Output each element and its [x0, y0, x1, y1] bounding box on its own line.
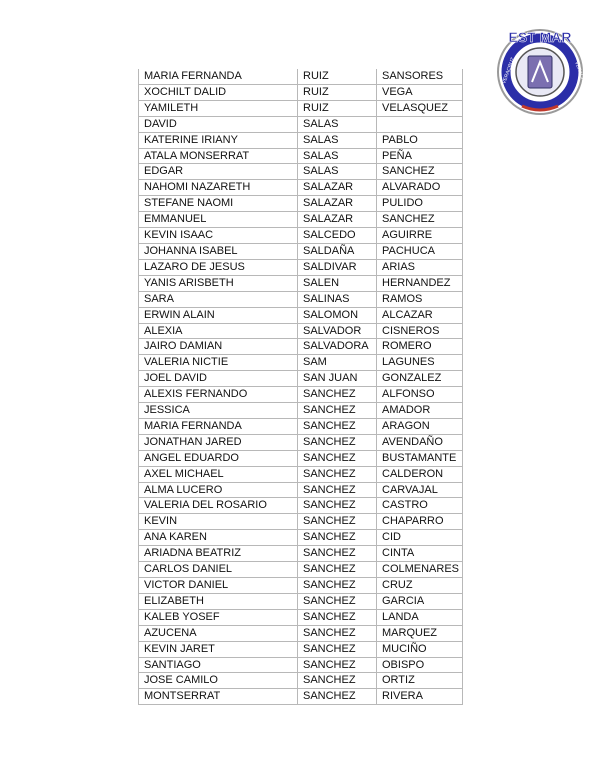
table-row — [139, 148, 463, 164]
paternal-surname-cell: RUIZ — [298, 100, 377, 116]
paternal-surname-cell: SANCHEZ — [298, 546, 377, 562]
table-row — [139, 132, 463, 148]
maternal-surname-cell: SANCHEZ — [377, 164, 463, 180]
paternal-surname-cell: SALAZAR — [298, 180, 377, 196]
paternal-surname-cell: SALEN — [298, 275, 377, 291]
maternal-surname-cell: ALFONSO — [377, 387, 463, 403]
maternal-surname-cell: VEGA — [377, 84, 463, 100]
first-name-cell: YANIS ARISBETH — [139, 275, 298, 291]
maternal-surname-cell: GARCIA — [377, 593, 463, 609]
first-name-cell: KEVIN ISAAC — [139, 228, 298, 244]
first-name-cell: EMMANUEL — [139, 212, 298, 228]
table-row — [139, 434, 463, 450]
table-row — [139, 578, 463, 594]
first-name-cell: ALMA LUCERO — [139, 482, 298, 498]
paternal-surname-cell: SALVADOR — [298, 323, 377, 339]
maternal-surname-cell: SANCHEZ — [377, 212, 463, 228]
first-name-cell: JESSICA — [139, 403, 298, 419]
table-row — [139, 466, 463, 482]
paternal-surname-cell: SANCHEZ — [298, 514, 377, 530]
first-name-cell: NAHOMI NAZARETH — [139, 180, 298, 196]
table-row — [139, 482, 463, 498]
first-name-cell: SARA — [139, 291, 298, 307]
maternal-surname-cell: GONZALEZ — [377, 371, 463, 387]
paternal-surname-cell: SANCHEZ — [298, 673, 377, 689]
table-row — [139, 514, 463, 530]
school-logo — [492, 22, 588, 118]
maternal-surname-cell: COLMENARES — [377, 562, 463, 578]
table-row — [139, 243, 463, 259]
first-name-cell: KALEB YOSEF — [139, 609, 298, 625]
table-row — [139, 196, 463, 212]
paternal-surname-cell: SANCHEZ — [298, 609, 377, 625]
table-row — [139, 275, 463, 291]
maternal-surname-cell: AVENDAÑO — [377, 434, 463, 450]
table-row — [139, 657, 463, 673]
maternal-surname-cell: CISNEROS — [377, 323, 463, 339]
maternal-surname-cell: CHAPARRO — [377, 514, 463, 530]
paternal-surname-cell: SANCHEZ — [298, 450, 377, 466]
table-row — [139, 593, 463, 609]
table-row — [139, 307, 463, 323]
maternal-surname-cell: ROMERO — [377, 339, 463, 355]
table-row — [139, 84, 463, 100]
paternal-surname-cell: SANCHEZ — [298, 466, 377, 482]
paternal-surname-cell: SANCHEZ — [298, 403, 377, 419]
first-name-cell: JOEL DAVID — [139, 371, 298, 387]
table-row — [139, 291, 463, 307]
maternal-surname-cell: ORTIZ — [377, 673, 463, 689]
logo-ring-text-right: VERACRUZ — [573, 60, 588, 89]
first-name-cell: AZUCENA — [139, 625, 298, 641]
first-name-cell: ALEXIA — [139, 323, 298, 339]
maternal-surname-cell: HERNANDEZ — [377, 275, 463, 291]
table-row — [139, 355, 463, 371]
table-row — [139, 259, 463, 275]
paternal-surname-cell: SANCHEZ — [298, 418, 377, 434]
table-row — [139, 625, 463, 641]
table-row — [139, 546, 463, 562]
first-name-cell: EDGAR — [139, 164, 298, 180]
table-row — [139, 530, 463, 546]
table-row — [139, 180, 463, 196]
table-row — [139, 641, 463, 657]
maternal-surname-cell: MUCIÑO — [377, 641, 463, 657]
first-name-cell: VALERIA NICTIE — [139, 355, 298, 371]
paternal-surname-cell: SALAS — [298, 132, 377, 148]
first-name-cell: KEVIN — [139, 514, 298, 530]
maternal-surname-cell: PACHUCA — [377, 243, 463, 259]
table-row — [139, 164, 463, 180]
paternal-surname-cell: SANCHEZ — [298, 498, 377, 514]
maternal-surname-cell: PULIDO — [377, 196, 463, 212]
paternal-surname-cell: SALAZAR — [298, 212, 377, 228]
maternal-surname-cell: AGUIRRE — [377, 228, 463, 244]
first-name-cell: VALERIA DEL ROSARIO — [139, 498, 298, 514]
maternal-surname-cell: CID — [377, 530, 463, 546]
first-name-cell: MARIA FERNANDA — [139, 69, 298, 84]
first-name-cell: DAVID — [139, 116, 298, 132]
first-name-cell: JOSE CAMILO — [139, 673, 298, 689]
paternal-surname-cell: SALDAÑA — [298, 243, 377, 259]
first-name-cell: AXEL MICHAEL — [139, 466, 298, 482]
first-name-cell: ANGEL EDUARDO — [139, 450, 298, 466]
first-name-cell: JOHANNA ISABEL — [139, 243, 298, 259]
table-row — [139, 116, 463, 132]
student-roster-table — [138, 69, 463, 705]
table-row — [139, 673, 463, 689]
first-name-cell: ATALA MONSERRAT — [139, 148, 298, 164]
paternal-surname-cell: SAM — [298, 355, 377, 371]
first-name-cell: YAMILETH — [139, 100, 298, 116]
first-name-cell: MARIA FERNANDA — [139, 418, 298, 434]
maternal-surname-cell: AMADOR — [377, 403, 463, 419]
maternal-surname-cell: PEÑA — [377, 148, 463, 164]
paternal-surname-cell: SALINAS — [298, 291, 377, 307]
table-row — [139, 562, 463, 578]
paternal-surname-cell: SALAS — [298, 164, 377, 180]
first-name-cell: KEVIN JARET — [139, 641, 298, 657]
maternal-surname-cell: CALDERON — [377, 466, 463, 482]
maternal-surname-cell: LAGUNES — [377, 355, 463, 371]
first-name-cell: LAZARO DE JESUS — [139, 259, 298, 275]
first-name-cell: ELIZABETH — [139, 593, 298, 609]
table-row — [139, 387, 463, 403]
table-row — [139, 228, 463, 244]
paternal-surname-cell: SALDIVAR — [298, 259, 377, 275]
paternal-surname-cell: RUIZ — [298, 84, 377, 100]
maternal-surname-cell: RAMOS — [377, 291, 463, 307]
maternal-surname-cell: CASTRO — [377, 498, 463, 514]
paternal-surname-cell: SALAZAR — [298, 196, 377, 212]
table-row — [139, 339, 463, 355]
first-name-cell: SANTIAGO — [139, 657, 298, 673]
maternal-surname-cell: ARAGON — [377, 418, 463, 434]
paternal-surname-cell: SANCHEZ — [298, 578, 377, 594]
maternal-surname-cell: SANSORES — [377, 69, 463, 84]
paternal-surname-cell: SANCHEZ — [298, 482, 377, 498]
paternal-surname-cell: SANCHEZ — [298, 593, 377, 609]
table-row — [139, 609, 463, 625]
first-name-cell: VICTOR DANIEL — [139, 578, 298, 594]
first-name-cell: STEFANE NAOMI — [139, 196, 298, 212]
first-name-cell: ALEXIS FERNANDO — [139, 387, 298, 403]
first-name-cell: XOCHILT DALID — [139, 84, 298, 100]
paternal-surname-cell: SALVADORA — [298, 339, 377, 355]
paternal-surname-cell: SANCHEZ — [298, 434, 377, 450]
maternal-surname-cell: OBISPO — [377, 657, 463, 673]
first-name-cell: JAIRO DAMIAN — [139, 339, 298, 355]
table-row — [139, 403, 463, 419]
maternal-surname-cell: ALVARADO — [377, 180, 463, 196]
table-row — [139, 689, 463, 705]
table-row — [139, 498, 463, 514]
table-row — [139, 69, 463, 84]
maternal-surname-cell: PABLO — [377, 132, 463, 148]
paternal-surname-cell: SANCHEZ — [298, 689, 377, 705]
table-row — [139, 323, 463, 339]
first-name-cell: CARLOS DANIEL — [139, 562, 298, 578]
table-row — [139, 450, 463, 466]
paternal-surname-cell: SALOMON — [298, 307, 377, 323]
maternal-surname-cell: MARQUEZ — [377, 625, 463, 641]
maternal-surname-cell: CINTA — [377, 546, 463, 562]
maternal-surname-cell — [377, 116, 463, 132]
paternal-surname-cell: SANCHEZ — [298, 387, 377, 403]
paternal-surname-cell: SANCHEZ — [298, 657, 377, 673]
first-name-cell: ARIADNA BEATRIZ — [139, 546, 298, 562]
first-name-cell: MONTSERRAT — [139, 689, 298, 705]
maternal-surname-cell: CRUZ — [377, 578, 463, 594]
first-name-cell: KATERINE IRIANY — [139, 132, 298, 148]
maternal-surname-cell: BUSTAMANTE — [377, 450, 463, 466]
paternal-surname-cell: SANCHEZ — [298, 625, 377, 641]
table-row — [139, 418, 463, 434]
paternal-surname-cell: RUIZ — [298, 69, 377, 84]
paternal-surname-cell: SAN JUAN — [298, 371, 377, 387]
paternal-surname-cell: SALAS — [298, 116, 377, 132]
table-row — [139, 100, 463, 116]
roster-body — [139, 69, 463, 705]
maternal-surname-cell: VELASQUEZ — [377, 100, 463, 116]
paternal-surname-cell: SANCHEZ — [298, 562, 377, 578]
maternal-surname-cell: ARIAS — [377, 259, 463, 275]
paternal-surname-cell: SANCHEZ — [298, 530, 377, 546]
paternal-surname-cell: SALAS — [298, 148, 377, 164]
first-name-cell: ERWIN ALAIN — [139, 307, 298, 323]
paternal-surname-cell: SANCHEZ — [298, 641, 377, 657]
maternal-surname-cell: LANDA — [377, 609, 463, 625]
maternal-surname-cell: ALCAZAR — [377, 307, 463, 323]
logo-text: EST MAR — [508, 29, 572, 45]
maternal-surname-cell: CARVAJAL — [377, 482, 463, 498]
logo-ring-text-left: VERACRUZ — [501, 56, 517, 85]
first-name-cell: JONATHAN JARED — [139, 434, 298, 450]
maternal-surname-cell: RIVERA — [377, 689, 463, 705]
table-row — [139, 371, 463, 387]
table-row — [139, 212, 463, 228]
paternal-surname-cell: SALCEDO — [298, 228, 377, 244]
first-name-cell: ANA KAREN — [139, 530, 298, 546]
